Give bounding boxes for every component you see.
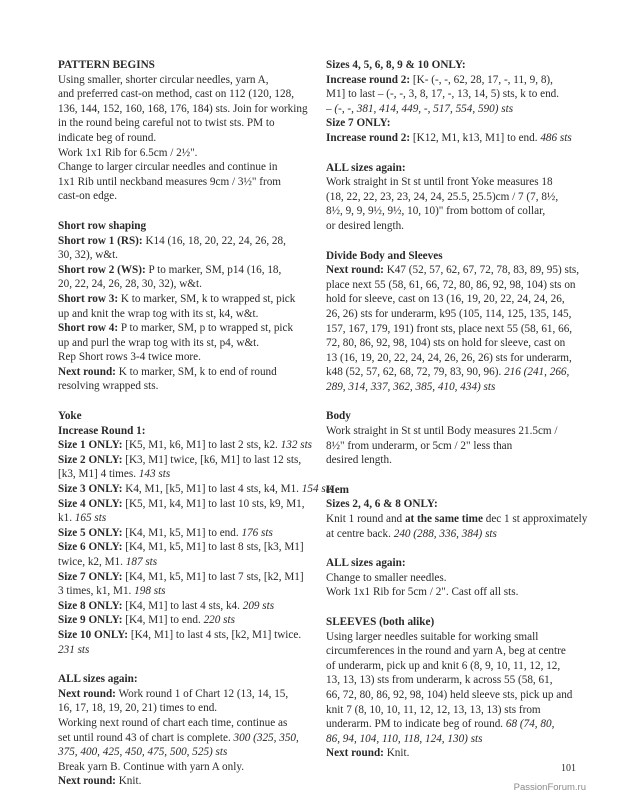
pattern-line <box>58 189 312 204</box>
line-text: [K5, M1, k4, M1] to last 10 sts, k9, M1, <box>122 497 305 510</box>
pattern-line <box>326 746 578 761</box>
pattern-line <box>58 731 312 746</box>
pattern-line <box>326 131 578 146</box>
stitch-count: 198 sts <box>134 585 166 598</box>
pattern-line <box>58 365 312 380</box>
section-heading: Yoke <box>58 410 82 423</box>
pattern-line <box>326 102 578 117</box>
line-text: [K- (-, -, 62, 28, 17, -, 11, 9, 8), <box>410 73 553 86</box>
pattern-line <box>58 350 312 365</box>
section-heading: Body <box>326 410 351 423</box>
step-label: Short row 1 (RS): <box>58 234 143 247</box>
line-text: 3 times, k1, M1. <box>58 585 135 598</box>
line-text: Change to smaller needles. <box>326 571 447 584</box>
stitch-count: 176 sts <box>241 526 273 539</box>
pattern-line <box>58 760 312 775</box>
step-label: Size 9 ONLY: <box>58 614 123 627</box>
line-text: [K4, M1] to last 4 sts, k4. <box>122 599 243 612</box>
pattern-line <box>58 716 312 731</box>
step-label: Size 4 ONLY: <box>58 497 123 510</box>
stitch-count: 231 sts <box>58 643 90 656</box>
pattern-line <box>58 643 312 658</box>
section-heading: Short row shaping <box>58 219 147 232</box>
pattern-line <box>58 570 312 585</box>
line-text: K14 (16, 18, 20, 22, 24, 26, 28, <box>142 234 286 247</box>
pattern-line <box>326 673 578 688</box>
pattern-line <box>58 482 334 497</box>
section-heading: ALL sizes again: <box>326 557 406 570</box>
step-label: Next round: <box>58 687 116 700</box>
line-text: 16, 17, 18, 19, 20, 21) times to end. <box>58 702 218 715</box>
pattern-line <box>326 263 578 278</box>
stitch-count: 132 sts <box>280 439 313 452</box>
step-label: Size 7 ONLY: <box>58 570 123 583</box>
line-text: [K4, M1, k5, M1] to last 8 sts, [k3, M1] <box>122 541 304 554</box>
section-short-row-shaping <box>58 219 312 394</box>
line-text: [k3, M1] 4 times. <box>58 468 139 481</box>
line-text: Working next round of chart each time, continue as <box>58 716 288 729</box>
step-label: Next round: <box>58 365 116 378</box>
step-label: Next round: <box>326 747 384 760</box>
pattern-line <box>326 307 578 322</box>
line-text: 13, 13, 13) sts from underarm, k across 55 (58, 61, <box>326 674 553 687</box>
section-heading: ALL sizes again: <box>326 161 406 174</box>
pattern-line <box>58 511 312 526</box>
pattern-line <box>326 73 578 88</box>
section-heading: Divide Body and Sleeves <box>326 249 443 262</box>
line-text: 66, 72, 80, 86, 92, 98, 104) held sleeve sts, pick up and <box>326 688 573 701</box>
line-text: indicate beg of round. <box>58 131 157 144</box>
step-label: Short row 2 (WS): <box>58 263 146 276</box>
stitch-count: 216 (241, 266, <box>504 366 570 379</box>
line-text: [K4, M1, k5, M1] to end. <box>122 526 242 539</box>
stitch-count: 86, 94, 104, 110, 118, 124, 130) sts <box>326 732 483 745</box>
section-heading: ALL sizes again: <box>58 673 138 686</box>
pattern-line <box>326 219 578 234</box>
pattern-line <box>58 599 312 614</box>
line-text: [K12, M1, k13, M1] to end. <box>410 131 541 144</box>
pattern-line <box>326 204 578 219</box>
pattern-line <box>58 613 312 628</box>
line-text: set until round 43 of chart is complete. <box>58 731 234 744</box>
step-label: at the same time <box>404 513 483 526</box>
watermark: PassionForum.ru <box>513 782 586 793</box>
pattern-line <box>58 555 312 570</box>
pattern-line <box>326 87 578 102</box>
section-heading: Size 7 ONLY: <box>326 117 391 130</box>
line-text: k1. <box>58 512 75 525</box>
section-sizes-4-5-6-8-9-10-only <box>326 58 578 116</box>
section-body <box>326 409 578 467</box>
stitch-count: 300 (325, 350, <box>233 731 299 744</box>
line-text: [K4, M1, k5, M1] to last 7 sts, [k2, M1] <box>122 570 304 583</box>
line-text: in the round being careful not to twist sts. PM to <box>58 117 275 130</box>
pattern-line <box>58 248 312 263</box>
step-label: Size 6 ONLY: <box>58 541 123 554</box>
pattern-line <box>326 292 578 307</box>
line-text: Work 1x1 Rib for 6.5cm / 2½". <box>58 146 198 159</box>
pattern-line <box>58 263 312 278</box>
line-text: 30, 32), w&t. <box>58 249 118 262</box>
pattern-line <box>58 307 312 322</box>
line-text: 26, 26) sts for underarm, k95 (105, 114, 125, 135, 145, <box>326 307 572 320</box>
pattern-line <box>58 540 312 555</box>
line-text: k48 (52, 57, 62, 68, 72, 79, 83, 90, 96). <box>326 366 505 379</box>
pattern-line <box>58 160 312 175</box>
line-text: P to marker, SM, p to wrapped st, pick <box>118 322 294 335</box>
step-label: Short row 3: <box>58 292 119 305</box>
stitch-count: 68 (74, 80, <box>505 718 555 731</box>
stitch-count: 209 sts <box>242 599 275 612</box>
pattern-line <box>58 277 312 292</box>
line-text: 1x1 Rib until neckband measures 9cm / 3½" from <box>58 175 281 188</box>
step-label: Next round: <box>326 264 384 277</box>
pattern-line <box>58 131 312 146</box>
stitch-count: 289, 314, 337, 362, 385, 410, 434) sts <box>326 380 496 393</box>
line-text: K47 (52, 57, 62, 67, 72, 78, 83, 89, 95) sts, <box>383 264 580 277</box>
pattern-line <box>326 527 578 542</box>
pattern-line <box>326 278 578 293</box>
pattern-line <box>58 584 312 599</box>
line-text: hold for sleeve, cast on 13 (16, 19, 20, 22, 24, 24, 26, <box>326 293 565 306</box>
section-heading: SLEEVES (both alike) <box>326 616 435 628</box>
pattern-line <box>58 146 312 161</box>
pattern-line <box>58 745 312 760</box>
line-text: (18, 22, 22, 23, 23, 24, 24, 25.5, 25.5)cm / 7 (7, 8½, <box>326 190 559 203</box>
step-label: Increase round 2: <box>326 73 411 86</box>
pattern-line <box>326 717 578 732</box>
pattern-line <box>58 774 312 789</box>
line-text: P to marker, SM, p14 (16, 18, <box>145 263 282 276</box>
line-text: Break yarn B. Continue with yarn A only. <box>58 760 245 773</box>
line-text: 20, 22, 24, 26, 28, 30, 32), w&t. <box>58 278 202 291</box>
pattern-line <box>326 336 578 351</box>
line-text: Using larger needles suitable for working small <box>326 630 539 643</box>
pattern-line <box>326 703 578 718</box>
pattern-line <box>58 175 312 190</box>
pattern-line <box>326 512 588 527</box>
section-divide-body-and-sleeves <box>326 249 578 395</box>
pattern-line <box>326 380 578 395</box>
pattern-line <box>326 175 578 190</box>
pattern-line <box>58 321 312 336</box>
line-text: cast-on edge. <box>58 190 118 203</box>
pattern-line <box>326 630 578 645</box>
line-text: dec 1 st approximately <box>482 513 588 526</box>
line-text: 8½, 9, 9, 9½, 9½, 10, 10)" from bottom of collar, <box>326 205 546 218</box>
stitch-count: 143 sts <box>138 468 171 481</box>
step-label: Size 1 ONLY: <box>58 439 123 452</box>
stitch-count: – (-, -, 381, 414, 449, -, 517, 554, 590) sts <box>326 102 514 115</box>
pattern-line <box>326 424 578 439</box>
step-label: Size 8 ONLY: <box>58 599 123 612</box>
stitch-count: 375, 400, 425, 450, 475, 500, 525) sts <box>58 746 228 759</box>
line-text: twice, k2, M1. <box>58 556 126 568</box>
section-heading: PATTERN BEGINS <box>58 59 155 71</box>
line-text: M1] to last – (-, -, 3, 8, 17, -, 13, 14, 5) sts, k to end. <box>326 88 560 101</box>
pattern-line <box>326 571 578 586</box>
pattern-line <box>58 687 312 702</box>
section-heading: Sizes 4, 5, 6, 8, 9 & 10 ONLY: <box>326 59 466 71</box>
pattern-line <box>58 628 312 643</box>
stitch-count: 187 sts <box>125 556 158 568</box>
stitch-count: 154 sts <box>301 483 334 496</box>
line-text: knit 7 (8, 10, 10, 11, 12, 12, 13, 13, 13) sts from <box>326 703 541 716</box>
line-text: Knit. <box>115 775 142 788</box>
line-text: and preferred cast-on method, cast on 112 (120, 128, <box>58 88 295 101</box>
step-label: Increase round 2: <box>326 131 411 144</box>
pattern-line <box>326 190 578 205</box>
page-number: 101 <box>561 763 576 774</box>
pattern-line <box>326 585 578 600</box>
pattern-line <box>58 73 312 88</box>
pattern-line <box>58 379 312 394</box>
line-text: or desired length. <box>326 219 404 232</box>
pattern-line <box>58 467 312 482</box>
line-text: [K3, M1] twice, [k6, M1] to last 12 sts, <box>122 453 302 466</box>
pattern-line <box>326 365 578 380</box>
pattern-line <box>58 292 312 307</box>
pattern-line <box>58 701 312 716</box>
line-text: 136, 144, 152, 160, 168, 176, 184) sts. Join for working <box>58 102 308 115</box>
stitch-count: 220 sts <box>203 614 235 627</box>
section-all-sizes-again <box>326 556 578 600</box>
line-text: Knit. <box>383 747 410 760</box>
pattern-line <box>58 526 312 541</box>
line-text: underarm. PM to indicate beg of round. <box>326 718 506 731</box>
pattern-line <box>58 453 312 468</box>
line-text: K to marker, SM, k to wrapped st, pick <box>118 292 296 305</box>
pattern-line <box>58 87 312 102</box>
pattern-line <box>326 644 578 659</box>
line-text: Work round 1 of Chart 12 (13, 14, 15, <box>115 687 289 700</box>
line-text: [K5, M1, k6, M1] to last 2 sts, k2. <box>122 439 281 452</box>
line-text: 157, 167, 179, 191) front sts, place next 55 (58, 61, 66, <box>326 322 573 335</box>
line-text: K4, M1, [k5, M1] to last 4 sts, k4, M1. <box>122 483 302 496</box>
line-text: at centre back. <box>326 527 394 540</box>
pattern-line <box>326 453 578 468</box>
line-text: [K4, M1] to last 4 sts, [k2, M1] twice. <box>128 628 302 641</box>
pattern-line <box>58 234 312 249</box>
section-pattern-begins <box>58 58 312 204</box>
line-text: desired length. <box>326 454 392 467</box>
line-text: resolving wrapped sts. <box>58 380 159 393</box>
step-label: Increase Round 1: <box>58 424 146 437</box>
pattern-line <box>58 438 312 453</box>
step-label: Sizes 2, 4, 6 & 8 ONLY: <box>326 498 438 511</box>
line-text: Knit 1 round and <box>326 513 405 526</box>
line-text: of underarm, pick up and knit 6 (8, 9, 10, 11, 12, 12, <box>326 659 561 672</box>
line-text: [K4, M1] to end. <box>122 614 204 627</box>
step-label: Size 2 ONLY: <box>58 453 123 466</box>
section-heading: Hem <box>326 483 349 496</box>
line-text: circumferences in the round and yarn A, beg at centre <box>326 645 566 658</box>
step-label: Size 3 ONLY: <box>58 483 123 496</box>
pattern-line <box>58 497 312 512</box>
step-label: Next round: <box>58 775 116 788</box>
pattern-line <box>326 322 578 337</box>
stitch-count: 240 (288, 336, 384) sts <box>393 527 497 540</box>
line-text: Rep Short rows 3-4 twice more. <box>58 351 201 364</box>
line-text: K to marker, SM, k to end of round <box>115 365 277 378</box>
section-sleeves-both-alike <box>326 615 578 761</box>
line-text: Using smaller, shorter circular needles, yarn A, <box>58 73 269 86</box>
section-yoke <box>58 409 334 657</box>
right-column <box>326 58 588 776</box>
left-column <box>58 58 334 804</box>
pattern-line <box>326 351 578 366</box>
pattern-line <box>58 336 312 351</box>
step-label: Short row 4: <box>58 322 119 335</box>
step-label: Size 5 ONLY: <box>58 526 123 539</box>
stitch-count: 486 sts <box>540 131 572 144</box>
pattern-line <box>326 497 578 512</box>
section-size-7-only <box>326 116 578 145</box>
pattern-line <box>326 439 578 454</box>
section-hem <box>326 483 588 541</box>
line-text: up and knit the wrap tog with its st, k4, w&t. <box>58 307 259 320</box>
line-text: Work 1x1 Rib for 5cm / 2". Cast off all sts. <box>326 586 519 599</box>
line-text: 13 (16, 19, 20, 22, 24, 24, 26, 26, 26) sts for underarm, <box>326 351 572 364</box>
pattern-line <box>326 659 578 674</box>
pattern-line <box>58 116 312 131</box>
line-text: up and purl the wrap tog with its st, p4, w&t. <box>58 336 260 349</box>
pattern-line <box>326 732 578 747</box>
section-all-sizes-again <box>326 161 578 234</box>
line-text: place next 55 (58, 61, 66, 72, 80, 86, 92, 98, 104) sts on <box>326 278 576 291</box>
pattern-line <box>326 688 578 703</box>
line-text: 72, 80, 86, 92, 98, 104) sts on hold for sleeve, cast on <box>326 337 566 350</box>
line-text: Work straight in St st until Body measures 21.5cm / <box>326 425 558 438</box>
stitch-count: 165 sts <box>74 512 107 525</box>
pattern-line <box>58 424 312 439</box>
line-text: 8½" from underarm, or 5cm / 2" less than <box>326 439 513 452</box>
line-text: Change to larger circular needles and continue in <box>58 161 278 174</box>
step-label: Size 10 ONLY: <box>58 628 129 641</box>
section-all-sizes-again <box>58 672 312 789</box>
line-text: Work straight in St st until front Yoke measures 18 <box>326 176 553 189</box>
pattern-line <box>58 102 312 117</box>
